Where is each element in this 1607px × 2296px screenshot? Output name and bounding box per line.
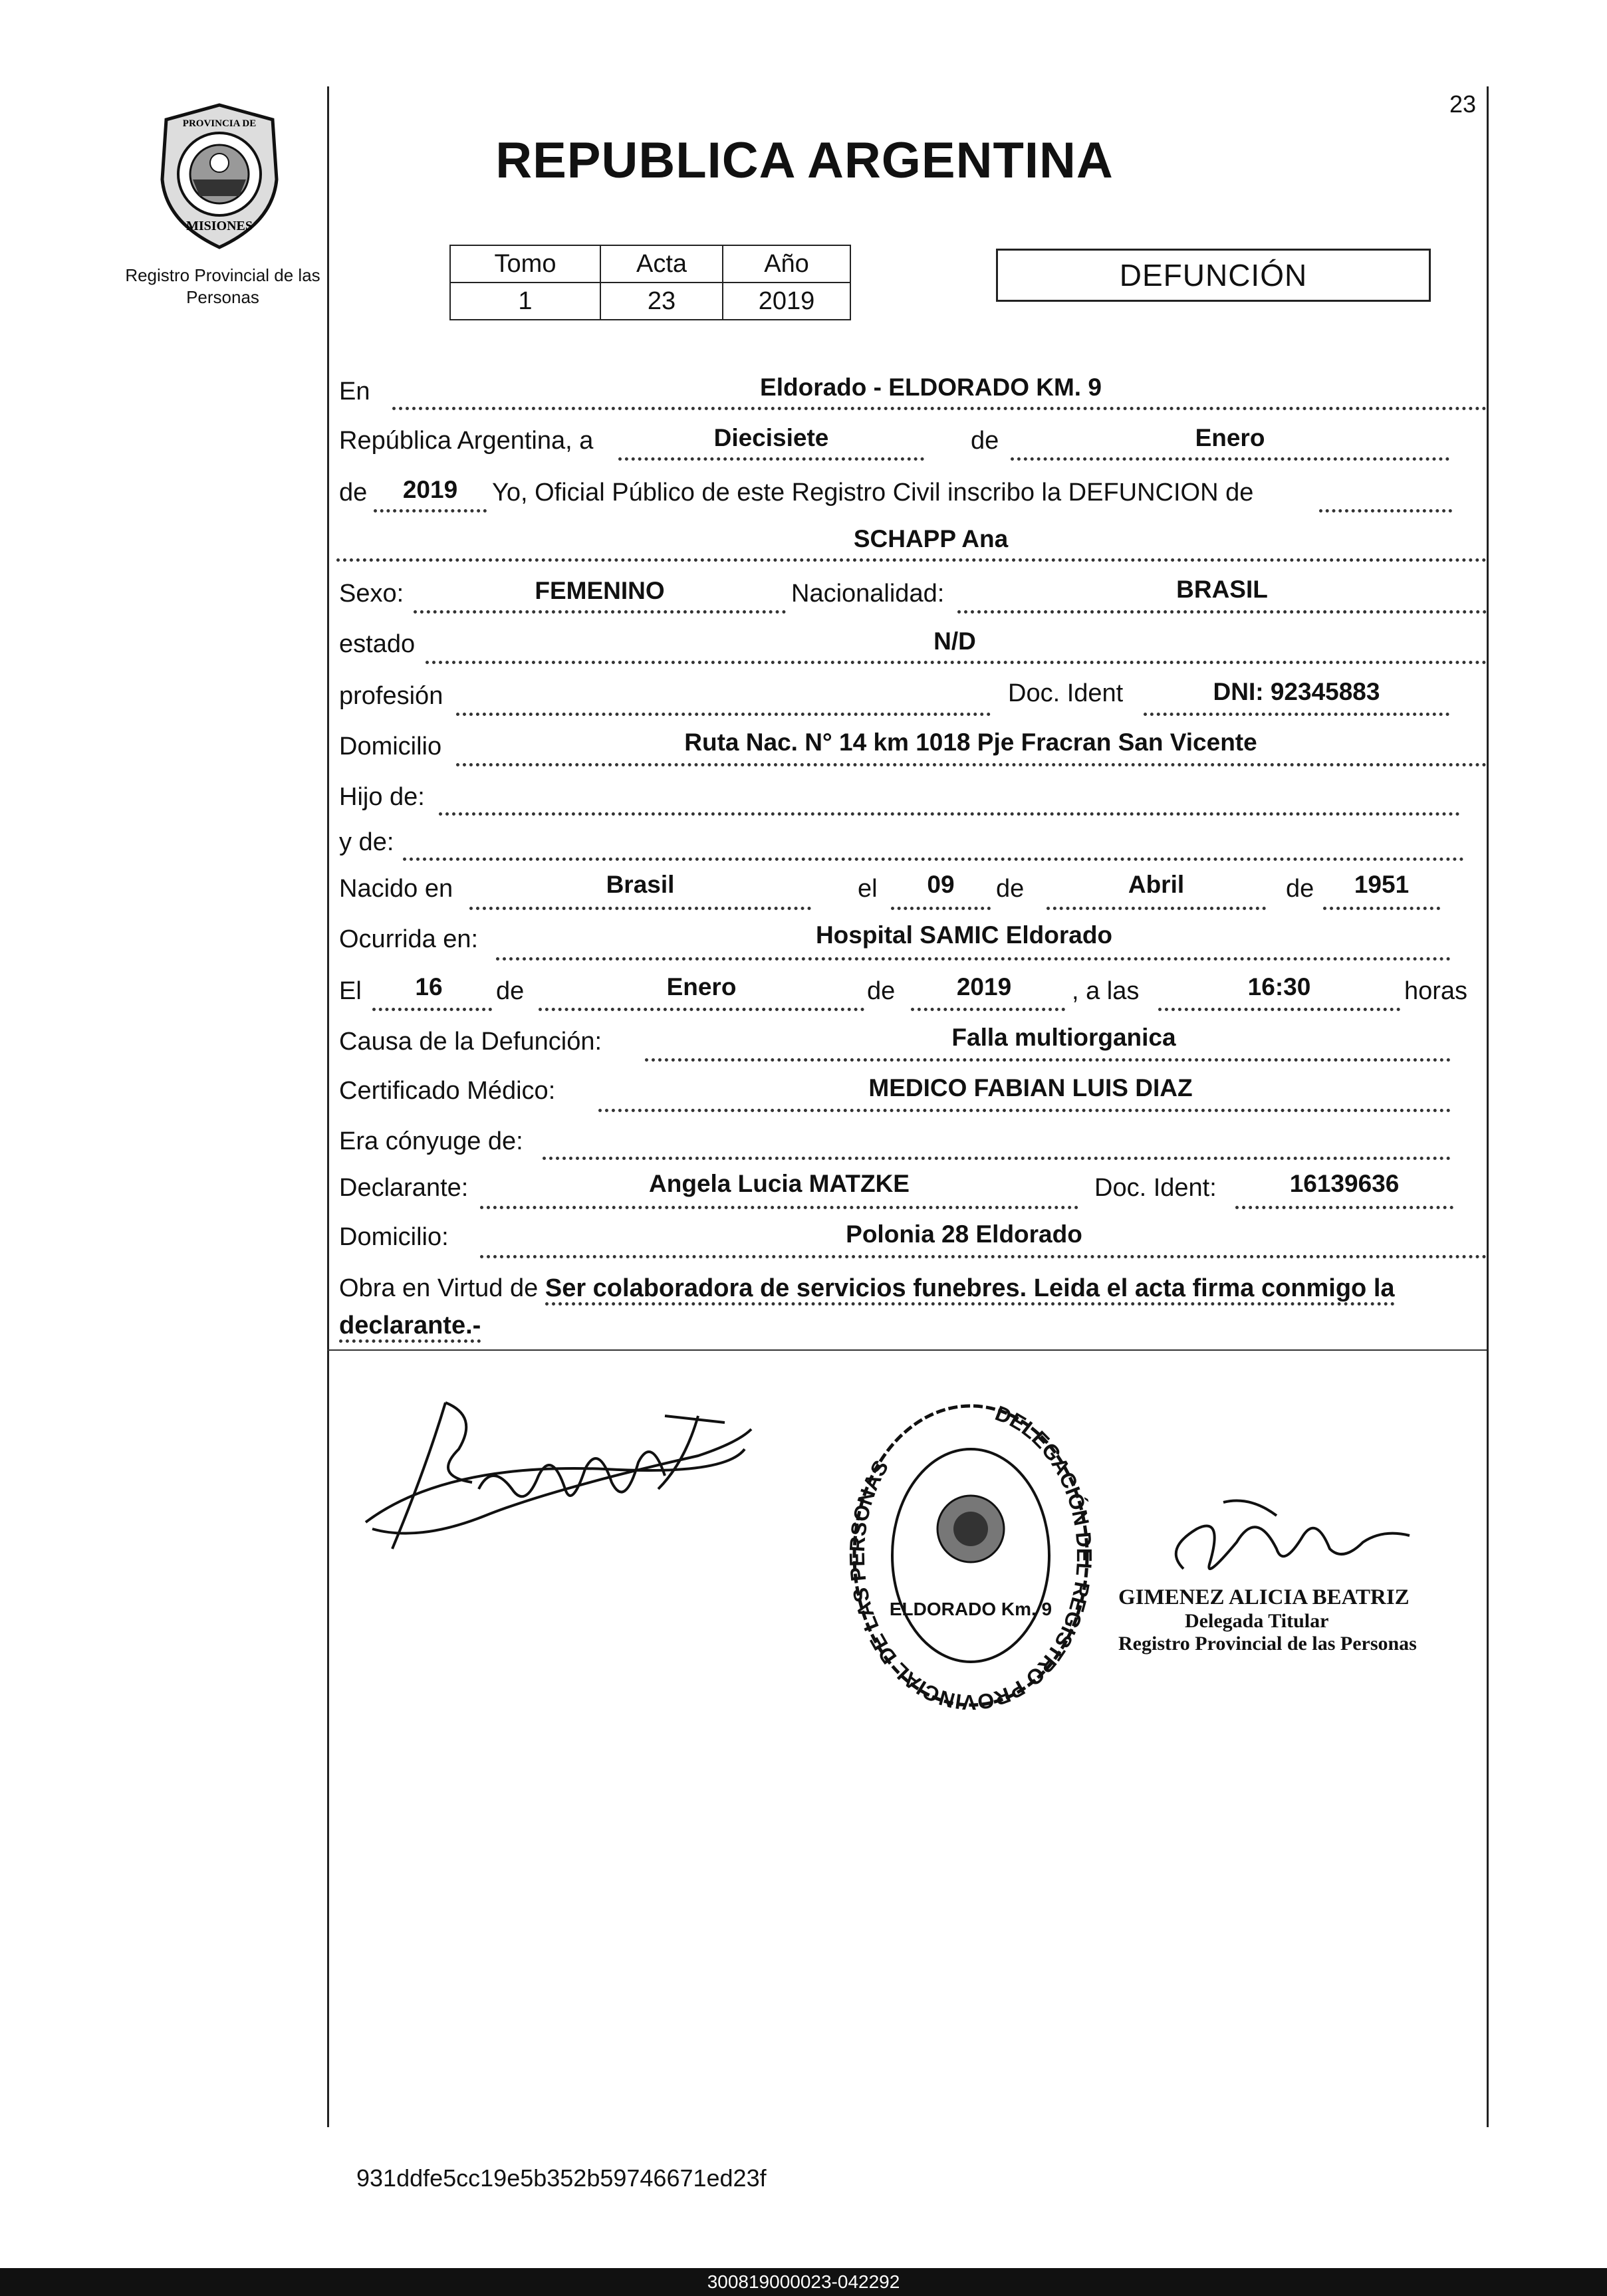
alas-label: , a las [1072,977,1140,1005]
ocurrida-label: Ocurrida en: [339,925,479,953]
death-de2-label: de [867,977,896,1005]
birth-de2-label: de [1286,875,1314,903]
horas-label: horas [1404,977,1468,1005]
dotted-line [426,661,1487,664]
declarant-signature [352,1389,765,1562]
sexo-value: FEMENINO [535,577,665,604]
decl-domicilio-label: Domicilio: [339,1223,449,1251]
right-margin-line [1487,86,1489,2127]
conyuge-label: Era cónyuge de: [339,1127,523,1155]
ref-val-acta: 23 [600,283,723,320]
deceased-name-value: SCHAPP Ana [853,525,1009,552]
yde-label: y de: [339,828,394,856]
ref-val-tomo: 1 [450,283,600,320]
inscription-text: Yo, Oficial Público de este Registro Civil inscribo la DEFUNCION de [492,479,1254,507]
dotted-line [439,812,1460,816]
profesion-label: profesión [339,682,443,710]
el-label: el [858,875,878,903]
stamp-ring-text: DELEGACIÓN DEL REGISTRO PROVINCIAL DE LAS PERSONAS [844,1401,1096,1715]
dotted-line [1319,509,1452,513]
dotted-line [336,558,1487,562]
obra-paragraph [339,1270,1483,1344]
document-hash: 931ddfe5cc19e5b352b59746671ed23f [356,2164,767,2192]
dotted-line [456,763,1487,766]
dotted-line [543,1157,1451,1160]
dotted-line [1011,457,1449,461]
doc-ident-value: DNI: 92345883 [1213,678,1380,705]
registry-label: Registro Provincial de las Personas [125,265,320,307]
obra-label: Obra en Virtud de [339,1274,539,1302]
dotted-line [645,1058,1451,1062]
death-time-value: 16:30 [1247,973,1311,1000]
certificado-value: MEDICO FABIAN LUIS DIAZ [868,1074,1193,1101]
official-block [1118,1585,1464,1655]
doc-ident-label: Doc. Ident [1008,679,1124,707]
estado-label: estado [339,630,416,658]
obra-text: Ser colaboradora de servicios funebres. Leida el acta firma conmigo la declarante.- [339,1274,1395,1343]
barcode-footer: 300819000023-042292 [0,2268,1607,2296]
dotted-line [480,1255,1487,1258]
ref-val-anio: 2019 [723,283,850,320]
day-text-value: Diecisiete [713,424,829,451]
document-type-box: DEFUNCIÓN [996,249,1431,302]
dotted-line [414,610,786,614]
form-bottom-rule [327,1349,1487,1351]
dotted-line [1047,907,1266,910]
causa-value: Falla multiorganica [951,1024,1176,1051]
page-number: 23 [1449,90,1477,118]
seal-text-bottom: MISIONES [185,219,253,233]
dotted-line [496,957,1451,961]
dotted-line [374,509,487,513]
dotted-line [891,907,991,910]
dotted-line [456,713,991,716]
birth-month-value: Abril [1128,871,1185,898]
official-title: Delegada Titular [1185,1610,1329,1632]
domicilio-label: Domicilio [339,733,442,760]
official-name: GIMENEZ ALICIA BEATRIZ [1118,1585,1410,1609]
hijo-label: Hijo de: [339,783,425,811]
death-day-value: 16 [415,973,443,1000]
dotted-line [957,610,1487,614]
death-el-label: El [339,977,362,1005]
seal-text-top: PROVINCIA DE [182,118,257,129]
page-title: REPUBLICA ARGENTINA [495,132,1114,189]
dotted-line [618,457,924,461]
dotted-line [1323,907,1440,910]
decl-domicilio-value: Polonia 28 Eldorado [846,1220,1082,1248]
sexo-label: Sexo: [339,580,404,608]
dotted-line [1235,1206,1453,1209]
ref-col-anio: Año [723,245,850,283]
reference-table [449,245,851,320]
death-year-value: 2019 [956,973,1012,1000]
estado-value: N/D [933,628,976,655]
de-label: de [971,427,999,455]
decl-doc-label: Doc. Ident: [1094,1174,1217,1202]
dotted-line [1144,713,1449,716]
dotted-line [911,1008,1065,1011]
left-margin-line [327,86,329,2127]
year-prefix-label: de [339,479,368,507]
death-de-label: de [496,977,525,1005]
ref-col-tomo: Tomo [450,245,600,283]
year-value: 2019 [402,476,458,503]
month-text-value: Enero [1195,424,1265,451]
official-registry: Registro Provincial de las Personas [1118,1633,1417,1655]
nacido-en-value: Brasil [606,871,675,898]
birth-year-value: 1951 [1354,871,1410,898]
dotted-line [372,1008,492,1011]
dotted-line [539,1008,864,1011]
nacido-label: Nacido en [339,875,453,903]
domicilio-value: Ruta Nac. N° 14 km 1018 Pje Fracran San Vicente [684,729,1257,756]
nacionalidad-value: BRASIL [1176,576,1268,603]
provincial-seal-logo [153,100,286,253]
dotted-line [392,407,1487,410]
ocurrida-en-value: Hospital SAMIC Eldorado [815,921,1113,949]
nacionalidad-label: Nacionalidad: [791,580,945,608]
dotted-line [469,907,811,910]
birth-de-label: de [996,875,1025,903]
declarante-value: Angela Lucia MATZKE [649,1170,910,1197]
dotted-line [1158,1008,1400,1011]
death-month-value: Enero [666,973,737,1000]
stamp-inner-text: ELDORADO Km. 9 [889,1599,1052,1619]
location-value: Eldorado - ELDORADO KM. 9 [760,374,1102,401]
causa-label: Causa de la Defunción: [339,1028,602,1056]
dotted-line [598,1109,1451,1112]
ref-col-acta: Acta [600,245,723,283]
dotted-line [480,1206,1078,1209]
decl-doc-value: 16139636 [1289,1170,1400,1197]
republica-label: República Argentina, a [339,427,594,455]
dotted-line [403,858,1464,861]
office-stamp [844,1396,1097,1715]
birth-day-value: 09 [927,871,955,898]
official-signature [1144,1489,1423,1589]
declarante-label: Declarante: [339,1174,469,1202]
en-label: En [339,378,370,405]
certificado-label: Certificado Médico: [339,1077,556,1105]
